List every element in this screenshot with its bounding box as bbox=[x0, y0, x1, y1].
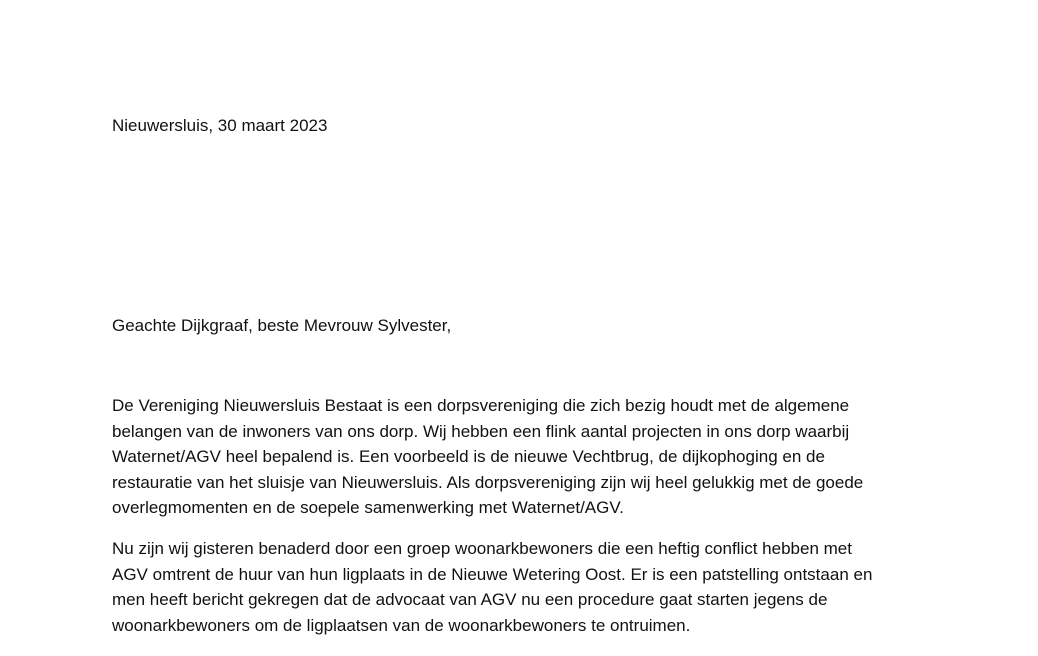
paragraph-line: belangen van de inwoners van ons dorp. Wij hebben een flink aantal projecten in ons dorp waarbij bbox=[112, 421, 850, 441]
place-date: Nieuwersluis, 30 maart 2023 bbox=[112, 116, 328, 135]
paragraph-line: restauratie van het sluisje van Nieuwersluis. Als dorpsvereniging zijn wij heel gelukkig met de goede bbox=[112, 472, 864, 492]
paragraph-line: De Vereniging Nieuwersluis Bestaat is een dorpsvereniging die zich bezig houdt met de algemene bbox=[112, 396, 850, 415]
paragraph-2 bbox=[112, 536, 932, 638]
paragraph-line: AGV omtrent de huur van hun ligplaats in de Nieuwe Wetering Oost. Er is een patstelling ontstaan en bbox=[112, 564, 873, 584]
paragraph-line: men heeft bericht gekregen dat de advocaat van AGV nu een procedure gaat starten jegens de bbox=[112, 590, 828, 610]
paragraph-line: Waternet/AGV heel bepalend is. Een voorbeeld is de nieuwe Vechtbrug, de dijkophoging en de bbox=[112, 447, 825, 467]
salutation: Geachte Dijkgraaf, beste Mevrouw Sylvester, bbox=[112, 316, 452, 335]
paragraph-1 bbox=[112, 393, 932, 521]
paragraph-line: overlegmomenten en de soepele samenwerking met Waternet/AGV. bbox=[112, 498, 624, 518]
paragraph-line: woonarkbewoners om de ligplaatsen van de woonarkbewoners te ontruimen. bbox=[112, 615, 691, 635]
paragraph-line: Nu zijn wij gisteren benaderd door een groep woonarkbewoners die een heftig conflict hebben met bbox=[112, 539, 852, 558]
